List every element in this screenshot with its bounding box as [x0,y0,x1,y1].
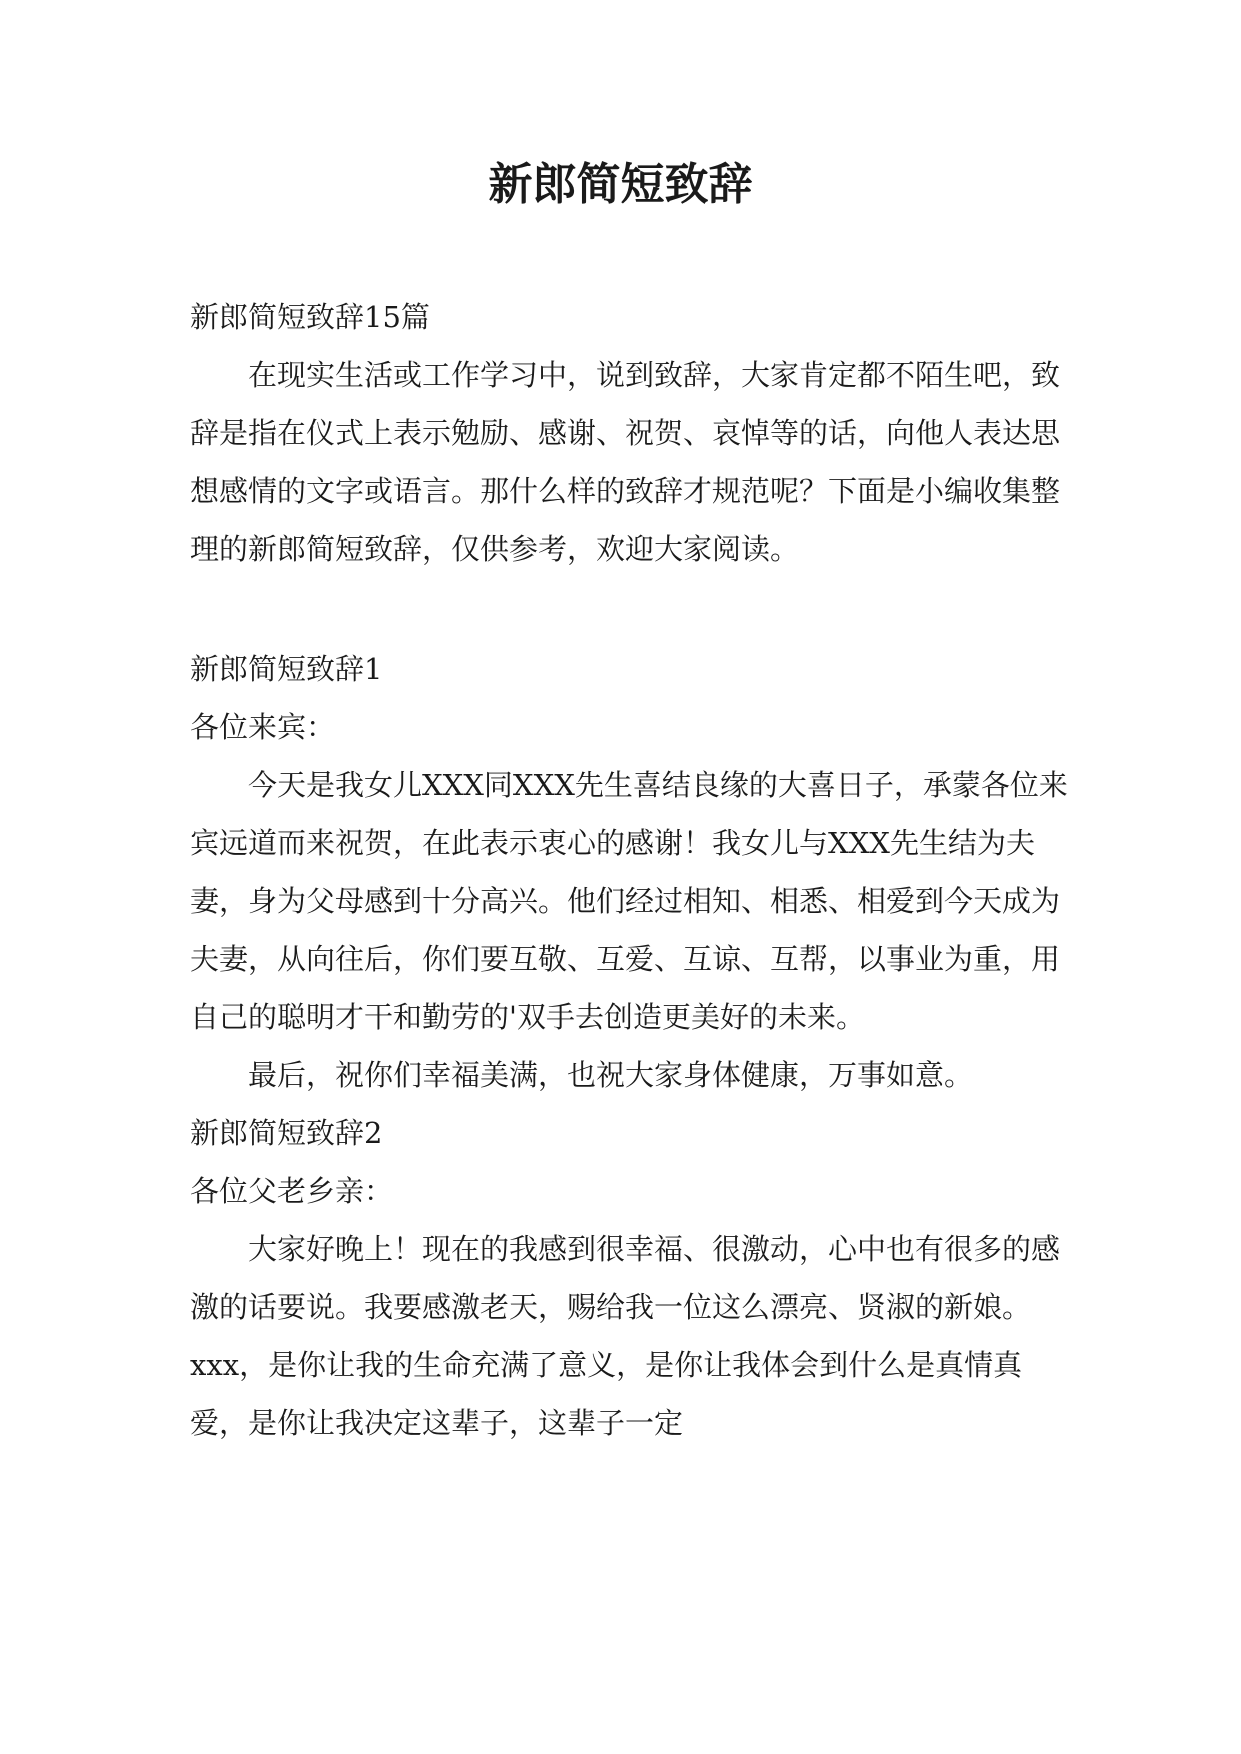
body-paragraph: 大家好晚上！现在的我感到很幸福、很激动，心中也有很多的感激的话要说。我要感激老天，赐给我一位这么漂亮、贤淑的新娘。xxx，是你让我的生命充满了意义，是你让我体会到什么是真情真爱，是你让我决定这辈子，这辈子一定 [190,1232,1061,1440]
document-body [190,288,1070,1452]
body-paragraph: 最后，祝你们幸福美满，也祝大家身体健康，万事如意。 [248,1058,974,1092]
salutation: 各位父老乡亲： [190,1174,394,1208]
section-2 [190,1104,1070,1452]
section-spacer [190,578,1070,640]
salutation: 各位来宾： [190,710,336,744]
document-subtitle: 新郎简短致辞15篇 [190,300,430,334]
section-heading: 新郎简短致辞2 [190,1116,383,1150]
intro-paragraph: 在现实生活或工作学习中，说到致辞，大家肯定都不陌生吧，致辞是指在仪式上表示勉励、感谢、祝贺、哀悼等的话，向他人表达思想感情的文字或语言。那什么样的致辞才规范呢？下面是小编收集整理的新郎简短致辞，仅供参考，欢迎大家阅读。 [190,358,1061,566]
body-paragraph: 今天是我女儿XXX同XXX先生喜结良缘的大喜日子，承蒙各位来宾远道而来祝贺，在此表示衷心的感谢！我女儿与XXX先生结为夫妻，身为父母感到十分高兴。他们经过相知、相悉、相爱到今天成为夫妻，从向往后，你们要互敬、互爱、互谅、互帮，以事业为重，用自己的聪明才干和勤劳的'双手去创造更美好的未来。 [190,768,1068,1034]
document-title: 新郎简短致辞 [488,159,753,210]
section-1 [190,640,1070,1104]
section-heading: 新郎简短致辞1 [190,652,383,686]
